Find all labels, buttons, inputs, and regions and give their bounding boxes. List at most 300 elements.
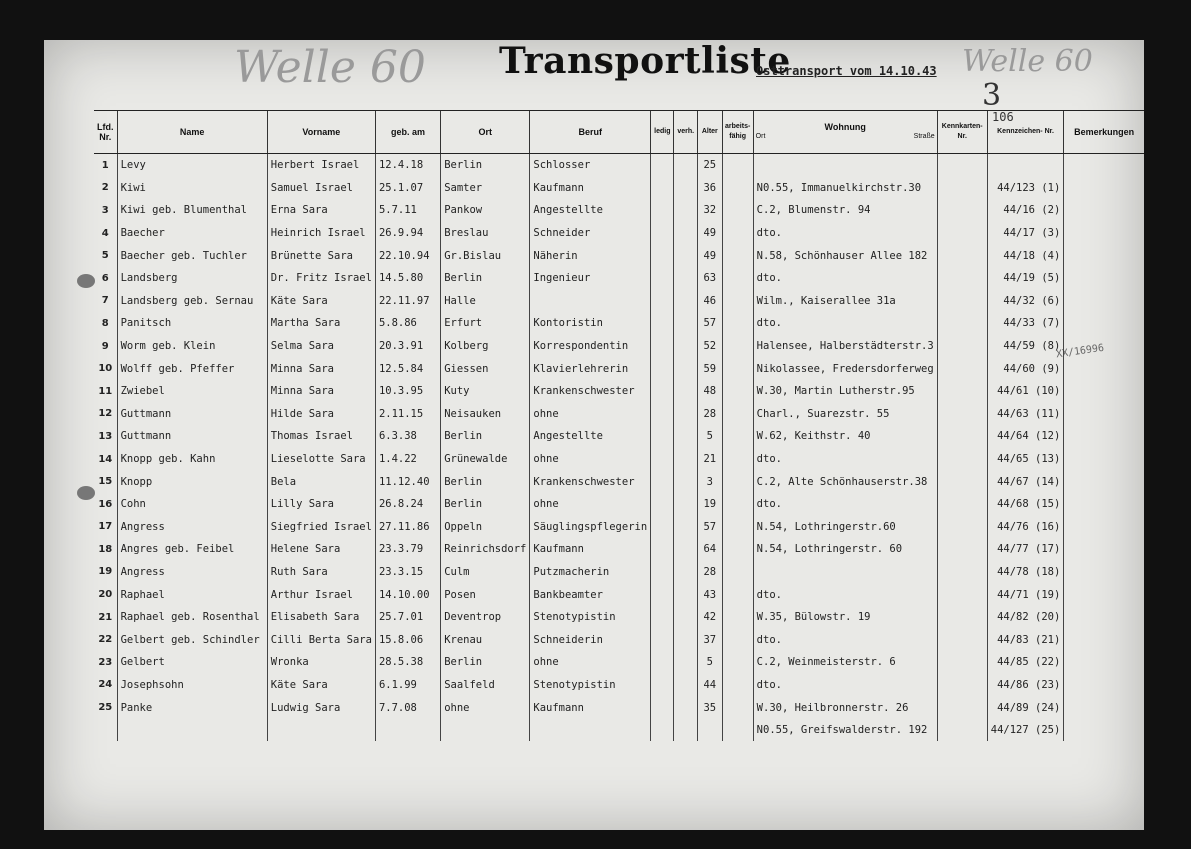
row-kennkarte (937, 425, 987, 448)
row-beruf: Stenotypistin (530, 606, 651, 629)
row-name: Panitsch (117, 312, 267, 335)
row-ort: Berlin (441, 425, 530, 448)
row-verh (674, 448, 698, 471)
page-title: Transportliste (499, 40, 791, 82)
row-kennzeichen: 44/32 (6) (987, 290, 1064, 313)
row-ledig (651, 177, 674, 200)
row-name: Levy (117, 154, 267, 177)
header-beruf: Beruf (530, 111, 651, 154)
row-beruf: Schlosser (530, 154, 651, 177)
row-ledig (651, 267, 674, 290)
row-ledig (651, 470, 674, 493)
table-row (94, 244, 1144, 267)
row-ort: Posen (441, 583, 530, 606)
row-geb: 22.10.94 (375, 244, 440, 267)
row-verh (674, 335, 698, 358)
row-verh (674, 357, 698, 380)
row-beruf: Schneiderin (530, 628, 651, 651)
header-wohnung-ort: Ort (755, 133, 766, 140)
row-geb: 5.7.11 (375, 199, 440, 222)
row-nr: 23 (98, 656, 113, 668)
row-wohnung: dto. (753, 222, 937, 245)
row-geb: 15.8.06 (375, 628, 440, 651)
row-bemerkungen (1064, 696, 1144, 719)
header-ledig: ledig (651, 111, 674, 154)
row-beruf: Bankbeamter (530, 583, 651, 606)
row-alter: 35 (697, 696, 722, 719)
row-kennzeichen: 44/17 (3) (987, 222, 1064, 245)
row-ledig (651, 199, 674, 222)
row-kennzeichen: 44/67 (14) (987, 470, 1064, 493)
row-verh (674, 222, 698, 245)
row-kennzeichen: 44/59 (8) (987, 335, 1064, 358)
row-ort: Krenau (441, 628, 530, 651)
row-wohnung: C.2, Weinmeisterstr. 6 (753, 651, 937, 674)
row-vorname: Helene Sara (267, 538, 375, 561)
row-bemerkungen (1064, 199, 1144, 222)
row-geb: 12.5.84 (375, 357, 440, 380)
row-geb (375, 719, 440, 742)
row-bemerkungen (1064, 493, 1144, 516)
row-bemerkungen (1064, 290, 1144, 313)
table-row (94, 538, 1144, 561)
row-alter: 19 (697, 493, 722, 516)
row-kennkarte (937, 177, 987, 200)
row-geb: 26.9.94 (375, 222, 440, 245)
row-vorname: Selma Sara (267, 335, 375, 358)
row-ort: Culm (441, 561, 530, 584)
row-nr: 11 (98, 385, 113, 397)
row-beruf: Korrespondentin (530, 335, 651, 358)
row-wohnung: W.30, Heilbronnerstr. 26 (753, 696, 937, 719)
row-nr: 13 (98, 430, 113, 442)
table-row (94, 606, 1144, 629)
row-vorname: Lilly Sara (267, 493, 375, 516)
row-beruf: Kaufmann (530, 177, 651, 200)
row-bemerkungen (1064, 177, 1144, 200)
table-row (94, 267, 1144, 290)
row-alter: 28 (697, 403, 722, 426)
row-vorname: Martha Sara (267, 312, 375, 335)
row-bemerkungen (1064, 335, 1144, 358)
row-bemerkungen (1064, 628, 1144, 651)
row-vorname (267, 719, 375, 742)
row-bemerkungen (1064, 606, 1144, 629)
row-ort: Neisauken (441, 403, 530, 426)
row-alter (697, 719, 722, 742)
row-ledig (651, 651, 674, 674)
row-verh (674, 177, 698, 200)
row-name: Gelbert (117, 651, 267, 674)
row-verh (674, 425, 698, 448)
row-name (117, 719, 267, 742)
row-arbeitsfaehig (722, 561, 753, 584)
row-name: Baecher geb. Tuchler (117, 244, 267, 267)
header-wohnung (753, 111, 937, 154)
row-wohnung: Halensee, Halberstädterstr.3 (753, 335, 937, 358)
row-wohnung: dto. (753, 674, 937, 697)
row-wohnung: W.62, Keithstr. 40 (753, 425, 937, 448)
row-vorname: Brünette Sara (267, 244, 375, 267)
table-row (94, 380, 1144, 403)
row-nr: 17 (98, 521, 113, 533)
row-beruf: Klavierlehrerin (530, 357, 651, 380)
header-name: Name (117, 111, 267, 154)
row-bemerkungen (1064, 470, 1144, 493)
row-name: Raphael (117, 583, 267, 606)
row-geb: 1.4.22 (375, 448, 440, 471)
row-kennkarte (937, 403, 987, 426)
row-geb: 25.7.01 (375, 606, 440, 629)
row-nr: 6 (101, 272, 109, 284)
table-row (94, 696, 1144, 719)
row-verh (674, 154, 698, 177)
row-arbeitsfaehig (722, 628, 753, 651)
row-ledig (651, 222, 674, 245)
row-alter: 25 (697, 154, 722, 177)
row-ort: Kuty (441, 380, 530, 403)
row-bemerkungen (1064, 583, 1144, 606)
table-row (94, 628, 1144, 651)
table-row (94, 335, 1144, 358)
row-ledig (651, 448, 674, 471)
row-wohnung: N.54, Lothringerstr.60 (753, 516, 937, 539)
row-verh (674, 470, 698, 493)
row-geb: 12.4.18 (375, 154, 440, 177)
row-arbeitsfaehig (722, 538, 753, 561)
table-header-row (94, 111, 1144, 154)
row-vorname: Elisabeth Sara (267, 606, 375, 629)
row-ort: Berlin (441, 470, 530, 493)
row-kennkarte (937, 267, 987, 290)
row-nr: 20 (98, 589, 113, 601)
row-nr: 9 (101, 340, 109, 352)
table-row (94, 674, 1144, 697)
row-verh (674, 538, 698, 561)
row-name: Angress (117, 561, 267, 584)
row-kennkarte (937, 628, 987, 651)
row-ort: ohne (441, 696, 530, 719)
row-bemerkungen (1064, 403, 1144, 426)
row-ledig (651, 335, 674, 358)
row-arbeitsfaehig (722, 222, 753, 245)
row-arbeitsfaehig (722, 154, 753, 177)
row-bemerkungen (1064, 425, 1144, 448)
handwritten-welle-left: Welle 60 (234, 42, 426, 93)
row-name: Worm geb. Klein (117, 335, 267, 358)
row-beruf: Krankenschwester (530, 470, 651, 493)
table-row (94, 312, 1144, 335)
row-geb: 28.5.38 (375, 651, 440, 674)
row-vorname: Herbert Israel (267, 154, 375, 177)
header-bemerkungen: Bemerkungen (1064, 111, 1144, 154)
row-nr: 25 (98, 702, 113, 714)
header-vorname: Vorname (267, 111, 375, 154)
row-ledig (651, 154, 674, 177)
row-arbeitsfaehig (722, 606, 753, 629)
table-row (94, 448, 1144, 471)
row-wohnung: N.58, Schönhauser Allee 182 (753, 244, 937, 267)
row-kennkarte (937, 312, 987, 335)
row-beruf: Ingenieur (530, 267, 651, 290)
row-arbeitsfaehig (722, 516, 753, 539)
row-wohnung: W.30, Martin Lutherstr.95 (753, 380, 937, 403)
row-ledig (651, 583, 674, 606)
row-geb: 23.3.79 (375, 538, 440, 561)
row-ort: Kolberg (441, 335, 530, 358)
row-kennzeichen: 44/63 (11) (987, 403, 1064, 426)
row-vorname: Arthur Israel (267, 583, 375, 606)
table-row (94, 357, 1144, 380)
row-bemerkungen (1064, 561, 1144, 584)
row-beruf: ohne (530, 403, 651, 426)
header-wohnung-strasse: Straße (913, 133, 935, 140)
row-vorname: Wronka (267, 651, 375, 674)
row-alter: 32 (697, 199, 722, 222)
row-vorname: Samuel Israel (267, 177, 375, 200)
row-nr: 19 (98, 566, 113, 578)
row-ort: Halle (441, 290, 530, 313)
header-ort: Ort (441, 111, 530, 154)
row-nr: 7 (101, 295, 109, 307)
row-ledig (651, 606, 674, 629)
row-bemerkungen (1064, 312, 1144, 335)
row-geb: 7.7.08 (375, 696, 440, 719)
row-arbeitsfaehig (722, 267, 753, 290)
row-alter: 43 (697, 583, 722, 606)
row-nr (94, 719, 117, 742)
row-alter: 48 (697, 380, 722, 403)
row-bemerkungen (1064, 222, 1144, 245)
row-ort (441, 719, 530, 742)
row-kennzeichen: 44/76 (16) (987, 516, 1064, 539)
row-alter: 52 (697, 335, 722, 358)
row-beruf (530, 719, 651, 742)
row-vorname: Cilli Berta Sara (267, 628, 375, 651)
row-beruf: Schneider (530, 222, 651, 245)
row-name: Raphael geb. Rosenthal (117, 606, 267, 629)
row-alter: 46 (697, 290, 722, 313)
row-ort: Reinrichsdorf (441, 538, 530, 561)
transport-table (94, 110, 1144, 741)
row-bemerkungen (1064, 674, 1144, 697)
row-alter: 5 (697, 651, 722, 674)
table-row (94, 516, 1144, 539)
row-kennkarte (937, 674, 987, 697)
row-nr: 18 (98, 543, 113, 555)
row-kennkarte (937, 538, 987, 561)
row-geb: 14.10.00 (375, 583, 440, 606)
row-ort: Saalfeld (441, 674, 530, 697)
row-verh (674, 403, 698, 426)
row-arbeitsfaehig (722, 335, 753, 358)
row-name: Kiwi (117, 177, 267, 200)
row-name: Kiwi geb. Blumenthal (117, 199, 267, 222)
row-kennkarte (937, 199, 987, 222)
row-kennzeichen: 44/33 (7) (987, 312, 1064, 335)
row-vorname: Minna Sara (267, 357, 375, 380)
table-row (94, 651, 1144, 674)
row-name: Knopp (117, 470, 267, 493)
row-beruf: Angestellte (530, 199, 651, 222)
row-wohnung: C.2, Alte Schönhauserstr.38 (753, 470, 937, 493)
row-ledig (651, 719, 674, 742)
row-nr: 3 (101, 204, 109, 216)
header-arbeitsfaehig: arbeits- fähig (722, 111, 753, 154)
row-geb: 10.3.95 (375, 380, 440, 403)
header-verh: verh. (674, 111, 698, 154)
row-name: Gelbert geb. Schindler (117, 628, 267, 651)
transport-subtitle: Osttransport vom 14.10.43 (756, 64, 937, 78)
table-row (94, 583, 1144, 606)
row-ledig (651, 538, 674, 561)
row-nr: 12 (98, 408, 113, 420)
row-ort: Pankow (441, 199, 530, 222)
row-kennkarte (937, 290, 987, 313)
row-wohnung (753, 154, 937, 177)
row-alter: 5 (697, 425, 722, 448)
row-verh (674, 267, 698, 290)
row-verh (674, 312, 698, 335)
row-bemerkungen (1064, 244, 1144, 267)
header-geb: geb. am (375, 111, 440, 154)
row-kennzeichen: 44/16 (2) (987, 199, 1064, 222)
row-wohnung: Charl., Suarezstr. 55 (753, 403, 937, 426)
row-ort: Deventrop (441, 606, 530, 629)
page-number: 106 (992, 110, 1014, 124)
row-ledig (651, 290, 674, 313)
row-bemerkungen (1064, 154, 1144, 177)
table-row (94, 222, 1144, 245)
row-alter: 3 (697, 470, 722, 493)
table-row (94, 561, 1144, 584)
row-beruf: Näherin (530, 244, 651, 267)
row-beruf: Kaufmann (530, 696, 651, 719)
table-row (94, 719, 1144, 742)
row-geb: 22.11.97 (375, 290, 440, 313)
row-ledig (651, 696, 674, 719)
row-vorname: Dr. Fritz Israel (267, 267, 375, 290)
row-alter: 57 (697, 516, 722, 539)
row-verh (674, 583, 698, 606)
row-nr: 10 (98, 363, 113, 375)
row-wohnung: N0.55, Immanuelkirchstr.30 (753, 177, 937, 200)
row-wohnung: N0.55, Greifswalderstr. 192 (753, 719, 937, 742)
row-bemerkungen (1064, 267, 1144, 290)
row-ledig (651, 425, 674, 448)
row-bemerkungen (1064, 380, 1144, 403)
row-kennkarte (937, 335, 987, 358)
row-kennkarte (937, 222, 987, 245)
row-wohnung: Nikolassee, Fredersdorferweg (753, 357, 937, 380)
row-geb: 23.3.15 (375, 561, 440, 584)
row-alter: 63 (697, 267, 722, 290)
table-row (94, 290, 1144, 313)
row-verh (674, 244, 698, 267)
row-kennkarte (937, 696, 987, 719)
row-kennkarte (937, 244, 987, 267)
row-kennzeichen: 44/65 (13) (987, 448, 1064, 471)
row-ledig (651, 561, 674, 584)
row-ort: Berlin (441, 651, 530, 674)
row-nr: 8 (101, 317, 109, 329)
header-kennkarte: Kennkarten- Nr. (937, 111, 987, 154)
row-name: Baecher (117, 222, 267, 245)
row-alter: 44 (697, 674, 722, 697)
row-name: Guttmann (117, 403, 267, 426)
row-kennzeichen: 44/68 (15) (987, 493, 1064, 516)
row-verh (674, 628, 698, 651)
row-kennzeichen: 44/83 (21) (987, 628, 1064, 651)
row-geb: 20.3.91 (375, 335, 440, 358)
row-vorname: Ruth Sara (267, 561, 375, 584)
row-verh (674, 561, 698, 584)
row-arbeitsfaehig (722, 583, 753, 606)
row-arbeitsfaehig (722, 244, 753, 267)
header-wohnung-title: Wohnung (824, 122, 866, 132)
row-ort: Breslau (441, 222, 530, 245)
row-kennkarte (937, 561, 987, 584)
row-name: Knopp geb. Kahn (117, 448, 267, 471)
row-geb: 27.11.86 (375, 516, 440, 539)
row-alter: 21 (697, 448, 722, 471)
row-ledig (651, 628, 674, 651)
row-kennzeichen: 44/85 (22) (987, 651, 1064, 674)
document-sheet (44, 40, 1144, 830)
row-ort: Samter (441, 177, 530, 200)
row-ledig (651, 244, 674, 267)
row-name: Landsberg (117, 267, 267, 290)
row-geb: 14.5.80 (375, 267, 440, 290)
row-kennzeichen: 44/18 (4) (987, 244, 1064, 267)
row-arbeitsfaehig (722, 448, 753, 471)
row-wohnung: dto. (753, 628, 937, 651)
row-kennkarte (937, 606, 987, 629)
row-nr: 1 (101, 159, 109, 171)
row-ledig (651, 493, 674, 516)
row-alter: 42 (697, 606, 722, 629)
row-ledig (651, 516, 674, 539)
row-kennzeichen: 44/19 (5) (987, 267, 1064, 290)
row-wohnung: dto. (753, 312, 937, 335)
row-vorname: Minna Sara (267, 380, 375, 403)
row-nr: 14 (98, 453, 113, 465)
row-verh (674, 606, 698, 629)
row-nr: 16 (98, 498, 113, 510)
row-arbeitsfaehig (722, 696, 753, 719)
header-nr: Lfd. Nr. (94, 111, 117, 154)
table-row (94, 470, 1144, 493)
row-kennzeichen: 44/71 (19) (987, 583, 1064, 606)
row-arbeitsfaehig (722, 380, 753, 403)
row-alter: 37 (697, 628, 722, 651)
row-geb: 2.11.15 (375, 403, 440, 426)
handwritten-welle-right: Welle 60 (962, 44, 1093, 79)
row-verh (674, 516, 698, 539)
row-wohnung: dto. (753, 583, 937, 606)
row-wohnung: N.54, Lothringerstr. 60 (753, 538, 937, 561)
row-nr: 5 (101, 250, 109, 262)
table-row (94, 177, 1144, 200)
row-alter: 57 (697, 312, 722, 335)
row-verh (674, 493, 698, 516)
header-alter: Alter (697, 111, 722, 154)
side-note: XX/16996 (1055, 342, 1105, 361)
row-arbeitsfaehig (722, 357, 753, 380)
row-beruf: ohne (530, 651, 651, 674)
row-ort: Oppeln (441, 516, 530, 539)
row-vorname: Ludwig Sara (267, 696, 375, 719)
